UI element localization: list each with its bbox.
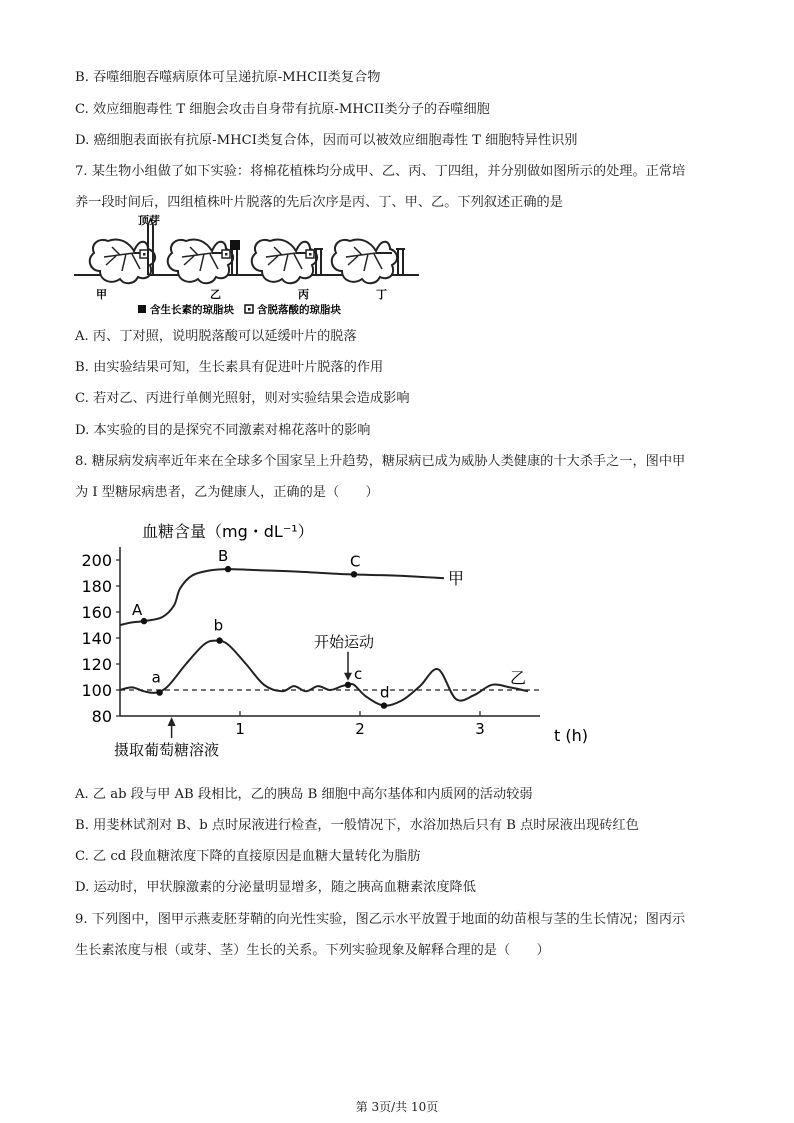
plant-yi xyxy=(168,239,240,283)
bud-label: 顶芽 xyxy=(138,214,160,227)
point-a xyxy=(156,689,162,695)
question-7-line-2: 养一段时间后，四组植株叶片脱落的先后次序是丙、丁、甲、乙。下列叙述正确的是 xyxy=(75,195,563,210)
question-9-line-1: 9. 下列图中，图甲示燕麦胚芽鞘的向光性实验，图乙示水平放置于地面的幼苗根与茎的生长情况；图丙示 xyxy=(75,912,686,927)
y-tick-label-180: 180 xyxy=(81,577,112,596)
glucose-intake-label: 摄取葡萄糖溶液 xyxy=(114,741,220,759)
glucose-arrow-head xyxy=(168,717,176,726)
point-label-d: d xyxy=(380,683,390,702)
question-8-line-2: 为 I 型糖尿病患者，乙为健康人，正确的是（ ） xyxy=(75,485,379,500)
option-8b: B. 用斐林试剂对 B、b 点时尿液进行检查，一般情况下，水浴加热后只有 B 点时尿液出现砖红色 xyxy=(75,818,639,833)
y-tick-label-100: 100 xyxy=(81,681,112,700)
y-tick-label-160: 160 xyxy=(81,603,112,622)
y-tick-label-80: 80 xyxy=(91,707,112,726)
y-tick-label-140: 140 xyxy=(81,629,112,648)
point-d xyxy=(381,702,387,708)
y-tick-label-200: 200 xyxy=(81,551,112,570)
point-label-b: b xyxy=(213,616,224,635)
plant-label-yi: 乙 xyxy=(210,288,221,301)
point-B xyxy=(225,566,231,572)
x-tick-label-3: 3 xyxy=(475,720,485,738)
blood-glucose-chart xyxy=(70,515,610,770)
plant-bing xyxy=(252,239,323,283)
plant-experiment-figure xyxy=(74,213,420,315)
point-b xyxy=(216,637,222,643)
chart-xlabel: t (h) xyxy=(554,726,588,745)
page-footer: 第 3页/共 10页 xyxy=(355,1100,439,1114)
x-tick-label-2: 2 xyxy=(355,720,365,738)
legend-aba: 含脱落酸的琼脂块 xyxy=(257,304,341,315)
legend-auxin: 含生长素的琼脂块 xyxy=(150,304,234,315)
series-yi-label: 乙 xyxy=(510,668,527,688)
plant-label-jia: 甲 xyxy=(96,288,107,301)
option-8d: D. 运动时，甲状腺激素的分泌量明显增多，随之胰高血糖素浓度降低 xyxy=(75,880,476,895)
x-tick-label-1: 1 xyxy=(235,720,245,738)
point-c xyxy=(345,682,351,688)
plant-label-bing: 丙 xyxy=(298,288,309,301)
point-label-B: B xyxy=(218,547,229,566)
plant-label-ding: 丁 xyxy=(376,288,387,301)
point-label-C: C xyxy=(350,552,361,571)
point-C xyxy=(351,571,357,577)
plant-ding xyxy=(332,239,405,283)
point-label-A: A xyxy=(132,601,143,620)
option-7c: C. 若对乙、丙进行单侧光照射，则对实验结果会造成影响 xyxy=(75,391,410,406)
question-9-line-2: 生长素浓度与根（或芽、茎）生长的关系。下列实验现象及解释合理的是（ ） xyxy=(75,943,550,958)
question-7-line-1: 7. 某生物小组做了如下实验：将棉花植株均分成甲、乙、丙、丁四组，并分别做如图所示的处理。正常培 xyxy=(75,164,686,179)
exercise-start-label: 开始运动 xyxy=(314,632,375,651)
option-7b: B. 由实验结果可知，生长素具有促进叶片脱落的作用 xyxy=(75,360,384,375)
chart-ylabel: 血糖含量（mg・dL⁻¹） xyxy=(142,522,314,541)
series-jia-line xyxy=(120,569,444,625)
question-8-line-1: 8. 糖尿病发病率近年来在全球多个国家呈上升趋势，糖尿病已成为威胁人类健康的十大杀手之一，图中甲 xyxy=(75,454,686,469)
legend-auxin-swatch xyxy=(138,305,146,313)
option-7a: A. 丙、丁对照，说明脱落酸可以延缓叶片的脱落 xyxy=(75,329,357,344)
y-tick-label-120: 120 xyxy=(81,655,112,674)
point-label-a: a xyxy=(151,668,161,687)
option-6b: B. 吞噬细胞吞噬病原体可呈递抗原-MHCII类复合物 xyxy=(75,70,381,85)
point-label-c: c xyxy=(354,664,363,683)
option-7d: D. 本实验的目的是探究不同激素对棉花落叶的影响 xyxy=(75,423,371,438)
option-8a: A. 乙 ab 段与甲 AB 段相比，乙的胰岛 B 细胞中高尔基体和内质网的活动较弱 xyxy=(75,787,533,802)
exercise-arrow-head xyxy=(344,673,352,681)
option-6c: C. 效应细胞毒性 T 细胞会攻击自身带有抗原-MHCII类分子的吞噬细胞 xyxy=(75,102,490,117)
option-6d: D. 癌细胞表面嵌有抗原-MHCI类复合体，因而可以被效应细胞毒性 T 细胞特异性识别 xyxy=(75,133,578,148)
series-jia-label: 甲 xyxy=(448,569,465,589)
plant-jia xyxy=(90,219,155,283)
option-8c: C. 乙 cd 段血糖浓度下降的直接原因是血糖大量转化为脂肪 xyxy=(75,849,421,864)
